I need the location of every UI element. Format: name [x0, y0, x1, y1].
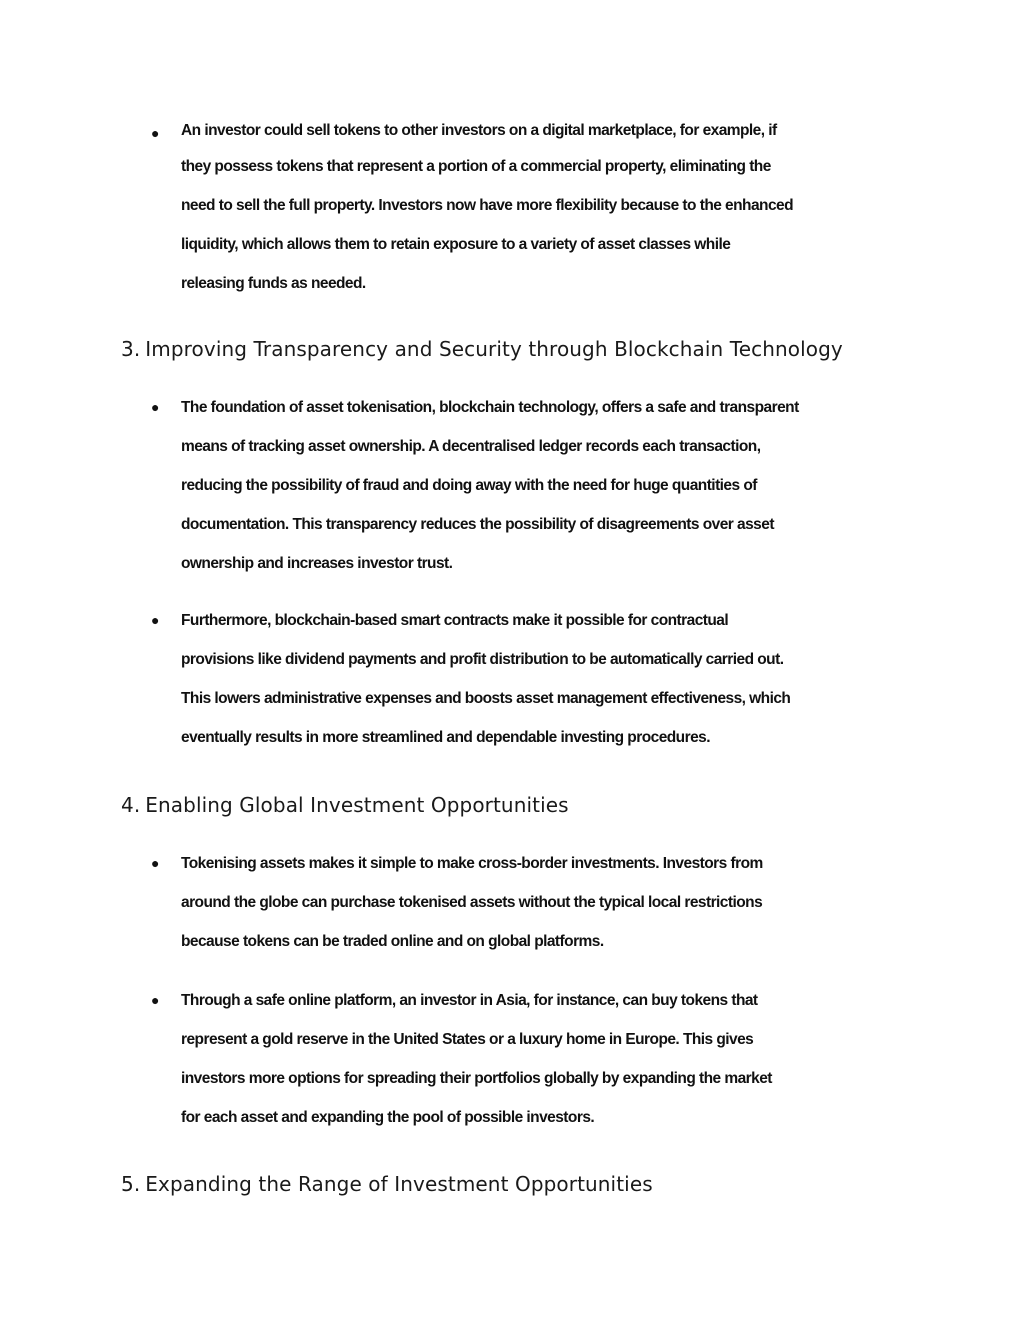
bullet-dot: ● — [151, 125, 160, 141]
bullet-line: need to sell the full property. Investors now have more flexibility because to the enhanced — [181, 197, 794, 214]
bullet-line: because tokens can be traded online and on global platforms. — [181, 933, 604, 950]
bullet-line: represent a gold reserve in the United States or a luxury home in Europe. This gives — [181, 1031, 754, 1048]
bullet-line: eventually results in more streamlined and dependable investing procedures. — [181, 729, 710, 746]
bullet-line: An investor could sell tokens to other investors on a digital marketplace, for example, if — [181, 122, 777, 139]
section-title: Expanding the Range of Investment Opportunities — [145, 1172, 653, 1196]
bullet-line: Furthermore, blockchain-based smart contracts make it possible for contractual — [181, 612, 729, 629]
bullet-text — [181, 114, 893, 303]
bullet-line: releasing funds as needed. — [181, 275, 366, 292]
bullet-line: means of tracking asset ownership. A decentralised ledger records each transaction, — [181, 438, 761, 455]
bullet-line: This lowers administrative expenses and boosts asset management effectiveness, which — [181, 690, 791, 707]
section-number: 5. — [121, 1172, 141, 1196]
section-number: 4. — [121, 793, 141, 817]
bullet-line: documentation. This transparency reduces the possibility of disagreements over asset — [181, 516, 774, 533]
bullet-line: investors more options for spreading their portfolios globally by expanding the market — [181, 1070, 772, 1087]
bullet-line: provisions like dividend payments and profit distribution to be automatically carried out. — [181, 651, 784, 668]
section-title: Enabling Global Investment Opportunities — [145, 793, 569, 817]
section-title: Improving Transparency and Security through Blockchain Technology — [145, 337, 843, 361]
section-heading-3 — [121, 335, 843, 363]
bullet-dot: ● — [151, 855, 160, 871]
bullet-text — [181, 601, 893, 757]
bullet-text — [181, 981, 893, 1137]
bullet-text — [181, 388, 893, 583]
section-heading-4 — [121, 791, 569, 819]
section-heading-5 — [121, 1170, 653, 1198]
bullet-line: around the globe can purchase tokenised assets without the typical local restrictions — [181, 894, 763, 911]
bullet-line: The foundation of asset tokenisation, blockchain technology, offers a safe and transparent — [181, 399, 799, 416]
bullet-dot: ● — [151, 399, 160, 415]
bullet-line: Tokenising assets makes it simple to make cross-border investments. Investors from — [181, 855, 763, 872]
bullet-line: they possess tokens that represent a portion of a commercial property, eliminating the — [181, 158, 771, 175]
bullet-line: reducing the possibility of fraud and doing away with the need for huge quantities of — [181, 477, 757, 494]
section-number: 3. — [121, 337, 141, 361]
bullet-line: for each asset and expanding the pool of possible investors. — [181, 1109, 595, 1126]
bullet-line: ownership and increases investor trust. — [181, 555, 453, 572]
bullet-dot: ● — [151, 992, 160, 1008]
bullet-line: Through a safe online platform, an investor in Asia, for instance, can buy tokens that — [181, 992, 758, 1009]
bullet-text — [181, 844, 893, 961]
bullet-dot: ● — [151, 612, 160, 628]
bullet-line: liquidity, which allows them to retain exposure to a variety of asset classes while — [181, 236, 731, 253]
